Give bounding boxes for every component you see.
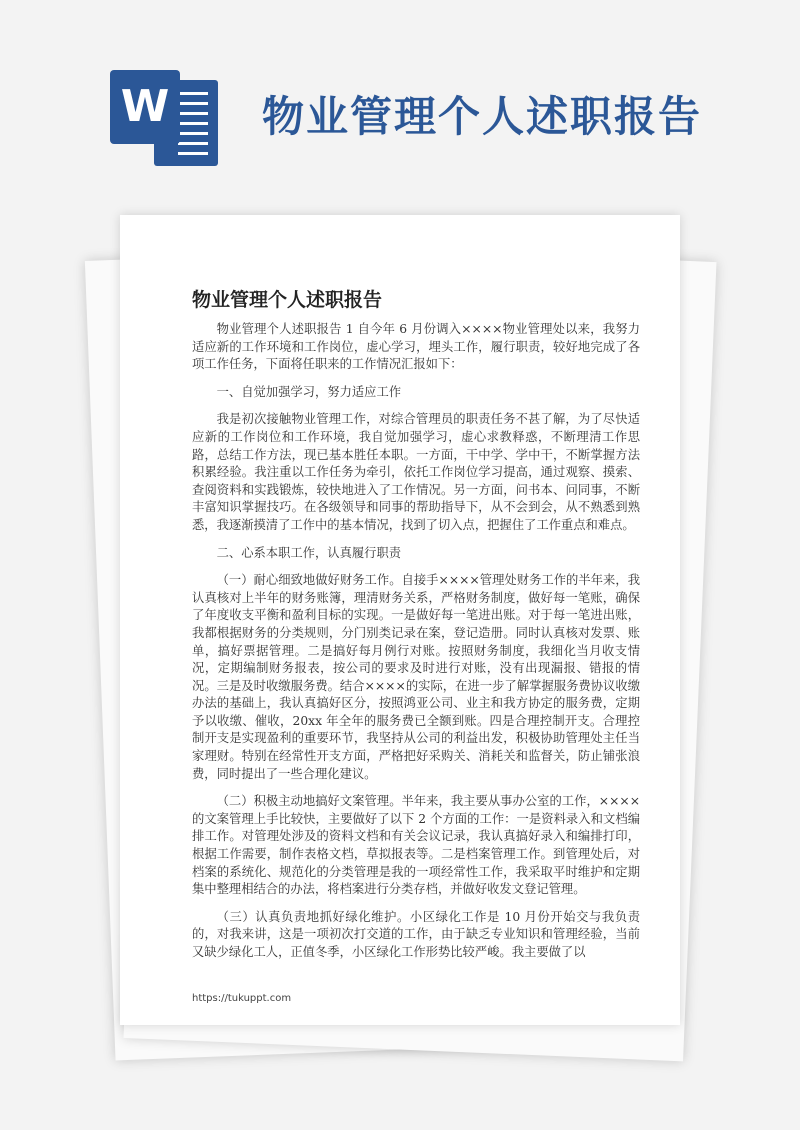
- document-body: [192, 321, 640, 972]
- paragraph-finance: （一）耐心细致地做好财务工作。自接手××××管理处财务工作的半年来，我认真核对上半年的财务账簿，理清财务关系，严格财务制度，做好每一笔账，确保了年度收支平衡和盈利目标的实现。一是做好每一笔进出账。对于每一笔进出账，我都根据财务的分类规则，分门别类记录在案，登记造册。同时认真核对发票、账单，搞好票据管理。二是搞好每月例行对账。按照财务制度，我细化当月收支情况，定期编制财务报表，按公司的要求及时进行对账，没有出现漏报、错报的情况。三是及时收缴服务费。结合××××的实际，在进一步了解掌握服务费协议收缴办法的基础上，我认真搞好区分，按照鸿亚公司、业主和我方协定的服务费，定期予以收缴、催收，20xx 年全年的服务费已全额到账。四是合理控制开支。合理控制开支是实现盈利的重要环节，我坚持从公司的利益出发，积极协助管理处主任当家理财。特别在经常性开支方面，严格把好采购关、消耗关和监督关，防止铺张浪费，同时提出了一些合理化建议。: [192, 573, 640, 781]
- paragraph-greening: （三）认真负责地抓好绿化维护。小区绿化工作是 10 月份开始交与我负责的，对我来讲，这是一项初次打交道的工作，由于缺乏专业知识和管理经验，当前又缺少绿化工人，正值冬季，小区绿化工作形势比较严峻。我主要做了以: [192, 909, 640, 959]
- microsoft-word-icon: [110, 70, 218, 166]
- document-title: 物业管理个人述职报告: [192, 289, 383, 311]
- paragraph-section-1: 我是初次接触物业管理工作，对综合管理员的职责任务不甚了解，为了尽快适应新的工作岗位和工作环境，我自觉加强学习，虚心求教释惑，不断理清工作思路，总结工作方法，现已基本胜任本职。一方面，干中学、学中干，不断掌握方法积累经验。我注重以工作任务为牵引，依托工作岗位学习提高，通过观察、摸索、查阅资料和实践锻炼，较快地进入了工作情况。另一方面，问书本、问同事，不断丰富知识掌握技巧。在各级领导和同事的帮助指导下，从不会到会，从不熟悉到熟悉，我逐渐摸清了工作中的基本情况，找到了切入点，把握住了工作重点和难点。: [192, 412, 640, 532]
- word-w-badge: W: [110, 70, 180, 144]
- paragraph-intro: 物业管理个人述职报告 1 自今年 6 月份调入××××物业管理处以来，我努力适应新的工作环境和工作岗位，虚心学习，埋头工作，履行职责，较好地完成了各项工作任务，下面将任职来的工作情况汇报如下：: [192, 322, 640, 372]
- section-heading-2: 二、心系本职工作，认真履行职责: [216, 545, 402, 560]
- paragraph-documents: （二）积极主动地搞好文案管理。半年来，我主要从事办公室的工作，××××的文案管理上手比较快，主要做好了以下 2 个方面的工作：一是资料录入和文档编排工作。对管理处涉及的资料文档和有关会议记录，我认真搞好录入和编排打印，根据工作需要，制作表格文档，草拟报表等。二是档案管理工作。到管理处后，对档案的系统化、规范化的分类管理是我的一项经常性工作，我采取平时维护和定期集中整理相结合的办法，将档案进行分类存档，并做好收发文登记管理。: [192, 794, 640, 897]
- banner-title: 物业管理个人述职报告: [262, 92, 703, 141]
- footer-url: https://tukuppt.com: [192, 993, 292, 1004]
- document-page: [120, 215, 680, 1025]
- section-heading-1: 一、自觉加强学习，努力适应工作: [216, 384, 402, 399]
